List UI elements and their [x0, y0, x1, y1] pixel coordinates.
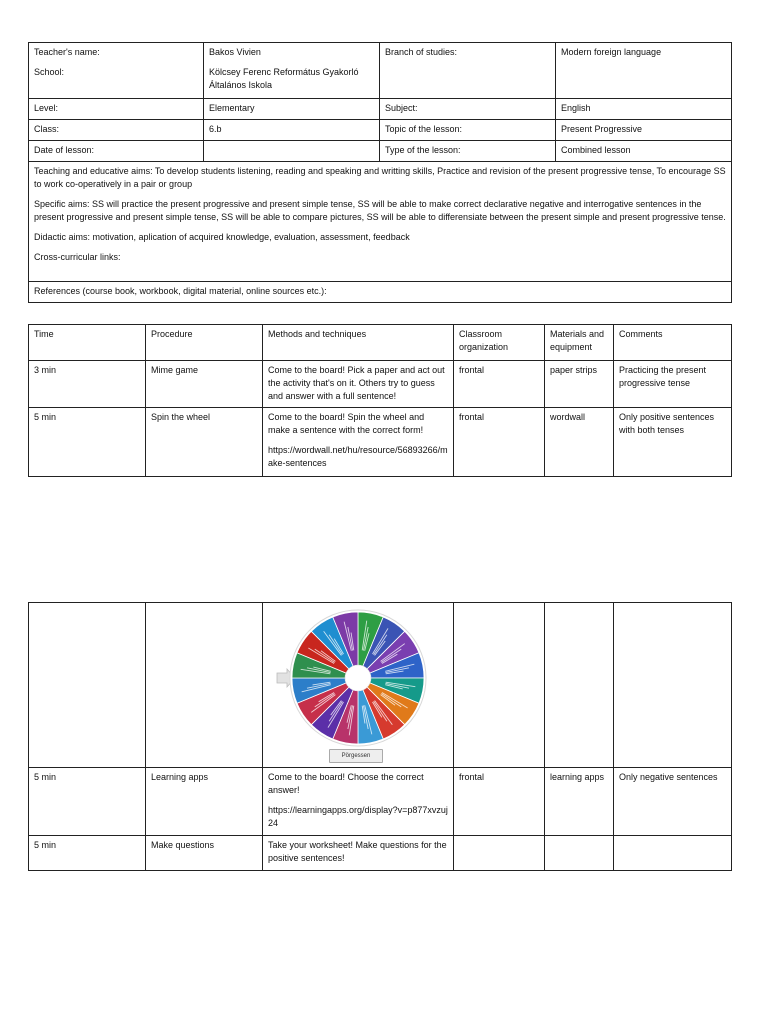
branch-label: Branch of studies:	[380, 43, 556, 99]
organization-cell: frontal	[454, 361, 545, 408]
topic-value: Present Progressive	[556, 120, 732, 141]
wheel-center	[345, 665, 371, 691]
teacher-value: Bakos Vivien	[209, 47, 261, 57]
materials-cell: wordwall	[545, 408, 614, 477]
methods-cell: Come to the board! Pick a paper and act out the activity that's on it. Others try to guess and answer with a full sentence!	[263, 361, 454, 408]
procedure-cell: Learning apps	[146, 768, 263, 836]
teacher-label: Teacher's name:	[34, 47, 100, 57]
empty-cell	[29, 603, 146, 768]
time-cell: 5 min	[29, 768, 146, 836]
comments-cell	[614, 836, 732, 871]
methods-cell	[263, 408, 454, 477]
col-materials: Materials and equipment	[545, 325, 614, 361]
table-row	[29, 361, 732, 408]
references: References (course book, workbook, digital material, online sources etc.):	[29, 282, 732, 303]
lesson-plan-table	[28, 324, 732, 477]
methods-link[interactable]: https://learningapps.org/display?v=p877xvzuj24	[268, 805, 448, 828]
wheel-image-cell	[263, 603, 454, 768]
comments-cell: Practicing the present progressive tense	[614, 361, 732, 408]
empty-cell	[454, 603, 545, 768]
subject-label: Subject:	[380, 99, 556, 120]
comments-cell: Only positive sentences with both tenses	[614, 408, 732, 477]
plan-header-row	[29, 325, 732, 361]
procedure-cell: Spin the wheel	[146, 408, 263, 477]
time-cell: 5 min	[29, 836, 146, 871]
school-label: School:	[34, 67, 65, 77]
teaching-aims: Teaching and educative aims: To develop students listening, reading and speaking and writting skills, Practice and revision of the present progressive tense, To encourage SS to work co-operatively in a pair or group	[34, 166, 726, 189]
spin-wheel	[265, 603, 451, 749]
comments-cell: Only negative sentences	[614, 768, 732, 836]
table-row	[29, 836, 732, 871]
methods-cell: Take your worksheet! Make questions for the positive sentences!	[263, 836, 454, 871]
col-methods: Methods and techniques	[263, 325, 454, 361]
methods-text: Come to the board! Choose the correct answer!	[268, 772, 424, 795]
spin-wheel-image	[265, 603, 451, 765]
table-row	[29, 768, 732, 836]
lesson-header-table	[28, 42, 732, 303]
col-procedure: Procedure	[146, 325, 263, 361]
organization-cell	[454, 836, 545, 871]
col-organization: Classroom organization	[454, 325, 545, 361]
methods-cell	[263, 768, 454, 836]
organization-cell: frontal	[454, 408, 545, 477]
teacher-school-values	[204, 43, 380, 99]
school-value: Kölcsey Ferenc Református Gyakorló Általános Iskola	[209, 67, 359, 90]
table-row	[29, 408, 732, 477]
cross-curricular-links: Cross-curricular links:	[34, 252, 121, 262]
empty-cell	[614, 603, 732, 768]
lesson-plan-continued-table	[28, 602, 732, 871]
time-cell: 5 min	[29, 408, 146, 477]
type-label: Type of the lesson:	[380, 141, 556, 162]
organization-cell: frontal	[454, 768, 545, 836]
date-value	[204, 141, 380, 162]
procedure-cell: Mime game	[146, 361, 263, 408]
level-value: Elementary	[204, 99, 380, 120]
materials-cell: learning apps	[545, 768, 614, 836]
class-value: 6.b	[204, 120, 380, 141]
branch-value: Modern foreign language	[556, 43, 732, 99]
materials-cell: paper strips	[545, 361, 614, 408]
procedure-cell: Make questions	[146, 836, 263, 871]
methods-link[interactable]: https://wordwall.net/hu/resource/56893266/make-sentences	[268, 445, 448, 468]
type-value: Combined lesson	[556, 141, 732, 162]
level-label: Level:	[29, 99, 204, 120]
col-time: Time	[29, 325, 146, 361]
topic-label: Topic of the lesson:	[380, 120, 556, 141]
col-comments: Comments	[614, 325, 732, 361]
specific-aims: Specific aims: SS will practice the present progressive and present simple tense, SS will be able to make correct declarative negative and interrogative sentences in the present progressive and present simple tense, SS will be able to compare pictures, SS will be able to differensiate between the present simple and present progressive tense.	[34, 199, 726, 222]
empty-cell	[146, 603, 263, 768]
date-label: Date of lesson:	[29, 141, 204, 162]
wheel-image-row	[29, 603, 732, 768]
empty-cell	[545, 603, 614, 768]
subject-value: English	[556, 99, 732, 120]
teacher-school-labels	[29, 43, 204, 99]
aims-cell	[29, 162, 732, 282]
spin-button[interactable]: Pörgessen	[329, 749, 383, 763]
materials-cell	[545, 836, 614, 871]
didactic-aims: Didactic aims: motivation, aplication of acquired knowledge, evaluation, assessment, feedback	[34, 232, 410, 242]
class-label: Class:	[29, 120, 204, 141]
methods-text: Come to the board! Spin the wheel and make a sentence with the correct form!	[268, 412, 425, 435]
time-cell: 3 min	[29, 361, 146, 408]
